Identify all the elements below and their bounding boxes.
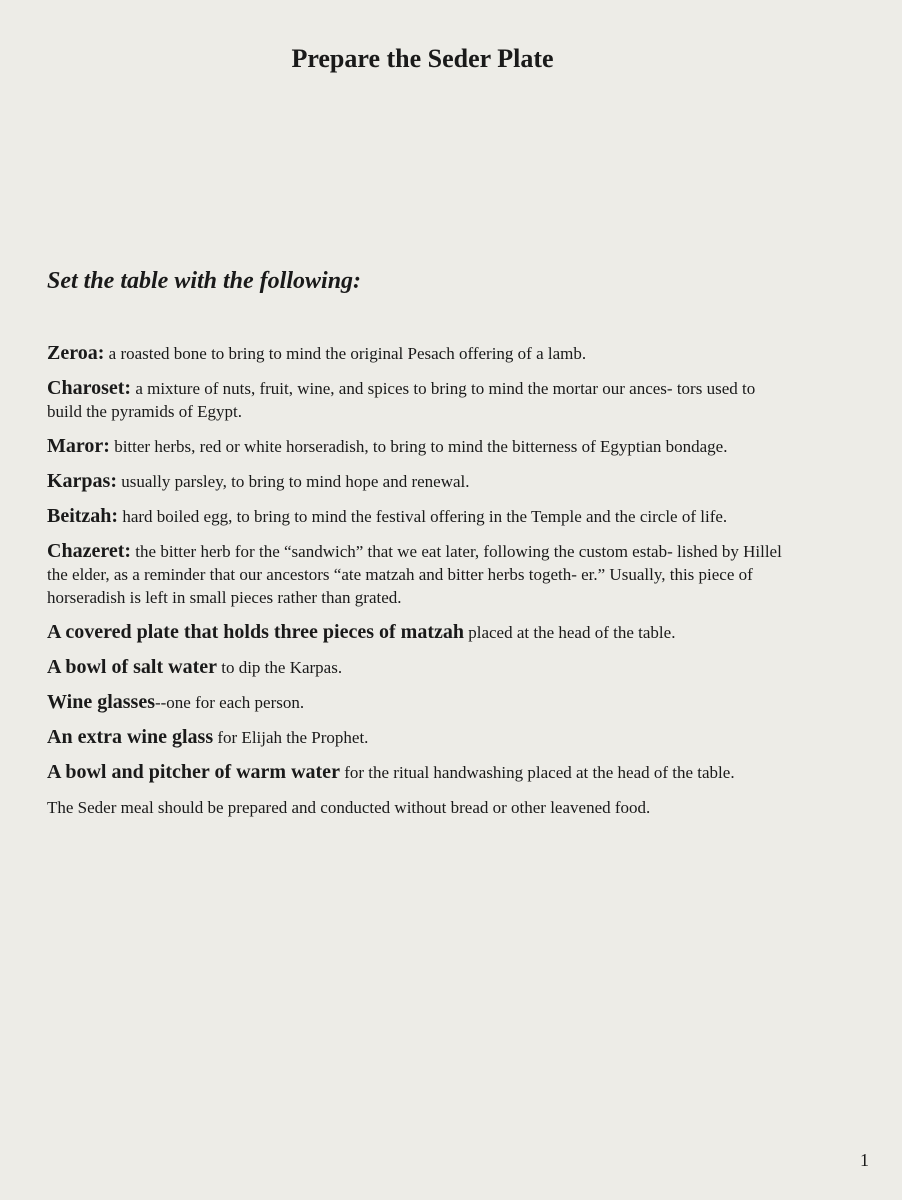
item-description: the bitter herb for the “sandwich” that we eat later, following the custom estab- lished by Hillel the elder, as a reminder that our ancestors “ate matzah and bitter herbs togeth- er.” Usually, this piece of horseradish is left in small pieces rather than grated. (47, 542, 782, 607)
item-description: a mixture of nuts, fruit, wine, and spices to bring to mind the mortar our ances- tors used to build the pyramids of Egypt. (47, 379, 756, 421)
item-description: to dip the Karpas. (216, 658, 343, 677)
item-description: for Elijah the Prophet. (213, 728, 369, 747)
item-zeroa (47, 342, 792, 365)
item-chazeret (47, 540, 792, 609)
item-term: Maror: (47, 435, 110, 457)
item-description: --one for each person. (154, 693, 305, 712)
item-term: Beitzah: (47, 505, 119, 527)
item-salt-water (47, 656, 792, 679)
item-term: Charoset: (47, 377, 132, 399)
item-description: hard boiled egg, to bring to mind the festival offering in the Temple and the circle of life. (118, 507, 728, 526)
item-wine-glasses (47, 691, 792, 714)
item-elijah-glass (47, 726, 792, 749)
item-term: A covered plate that holds three pieces of matzah (47, 621, 464, 643)
item-description: a roasted bone to bring to mind the original Pesach offering of a lamb. (104, 344, 587, 363)
item-matzah-plate (47, 621, 792, 644)
item-karpas (47, 470, 792, 493)
item-term: Chazeret: (47, 540, 132, 562)
section-subheading: Set the table with the following: (47, 268, 362, 294)
page-number: 1 (860, 1150, 869, 1170)
item-term: A bowl and pitcher of warm water (47, 761, 340, 783)
item-description: placed at the head of the table. (463, 623, 676, 642)
page-title: Prepare the Seder Plate (291, 44, 554, 73)
item-term: An extra wine glass (47, 726, 214, 748)
item-term: A bowl of salt water (47, 656, 217, 678)
item-description: for the ritual handwashing placed at the head of the table. (339, 763, 735, 782)
item-beitzah (47, 505, 792, 528)
item-maror (47, 435, 792, 458)
item-description: bitter herbs, red or white horseradish, to bring to mind the bitterness of Egyptian bondage. (109, 437, 728, 456)
item-term: Wine glasses (47, 691, 155, 713)
item-handwashing (47, 761, 792, 784)
leavened-food-note: The Seder meal should be prepared and conducted without bread or other leavened food. (47, 798, 651, 817)
seder-items-list (47, 342, 792, 819)
item-description: usually parsley, to bring to mind hope and renewal. (117, 472, 470, 491)
item-term: Zeroa: (47, 342, 105, 364)
item-charoset (47, 377, 792, 423)
item-term: Karpas: (47, 470, 117, 492)
